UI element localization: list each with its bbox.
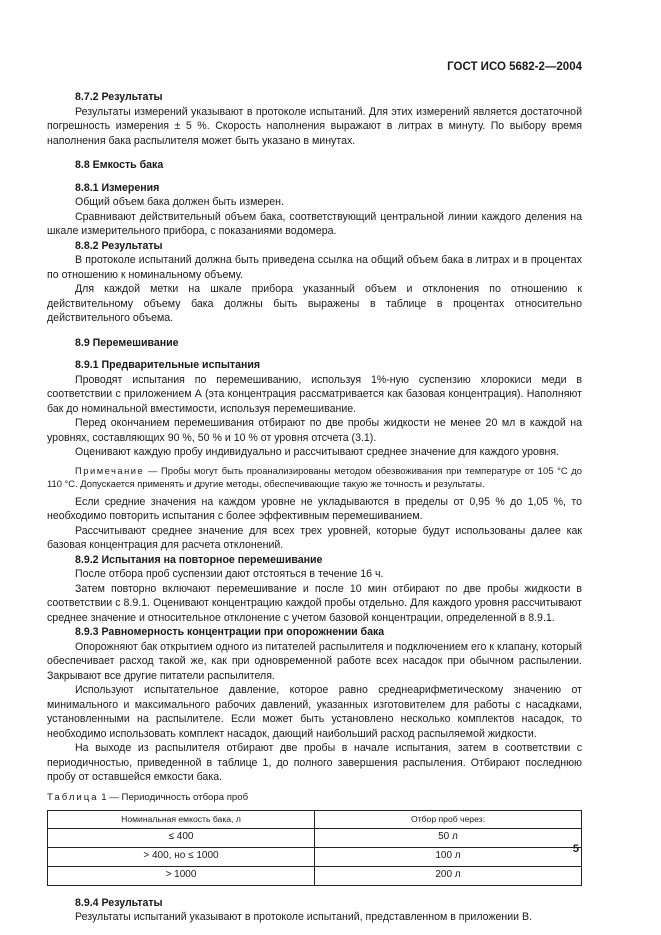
paragraph: Опорожняют бак открытием одного из питателей распылителя и подключением его к клапану, который обеспечивает расход такой же, как при одновременной работе всех насадок при обычном распылении. Закрывают все другие питатели распылителя. — [47, 640, 582, 682]
paragraph: Для каждой метки на шкале прибора указанный объем и отклонения по отношению к действительному объему бака должны быть выражены в таблице в процентах относительно действительного объема. — [47, 283, 582, 324]
paragraph: На выходе из распылителя отбирают две пробы в начале испытания, затем в соответствии с периодичностью, приведенной в таблице 1, до полного завершения распыления. Отбирают последнюю пробу от оставшейся емкости бака. — [47, 742, 582, 783]
note — [47, 464, 582, 491]
paragraph: Если средние значения на каждом уровне не укладываются в пределы от 0,95 % до 1,05 %, то необходимо повторить испытания с более эффективным перемешиванием. — [47, 495, 582, 522]
document-header: ГОСТ ИСО 5682-2—2004 — [447, 61, 582, 73]
table-cell: 50 л — [315, 828, 582, 847]
paragraph: Перед окончанием перемешивания отбирают по две пробы жидкости не менее 20 мл в каждой на уровнях, составляющих 90 %, 50 % и 10 % от уровня отсчета (3.1). — [47, 417, 582, 444]
paragraph: Затем повторно включают перемешивание и после 10 мин отбирают по две пробы жидкости в соответствии с 8.9.1. Оценивают концентрацию каждой пробы отдельно. Для каждого уровня рассчитывают среднее значение и относительное отклонение с учетом базовой концентрации, определенной в 8.9.1. — [47, 582, 582, 624]
paragraph: Оценивают каждую пробу индивидуально и рассчитывают среднее значение для каждого уровня. — [75, 446, 560, 458]
section-heading-8-8-1: 8.8.1 Измерения — [75, 181, 160, 194]
table-row — [48, 866, 582, 885]
paragraph: Проводят испытания по перемешиванию, используя 1%-ную суспензию хлорокиси меди в соответствии с приложением А (эта концентрация рассматривается как базовая концентрация). Наполняют бак до номинальной вместимости, используя перемешивание. — [47, 373, 582, 415]
paragraph: В протоколе испытаний должна быть приведена ссылка на общий объем бака в литрах и в процентах по отношению к номинальному объему. — [47, 254, 582, 281]
section-heading-8-9-3: 8.9.3 Равномерность концентрации при опорожнении бака — [75, 626, 385, 638]
section-heading-8-8-2: 8.8.2 Результаты — [75, 239, 163, 252]
sampling-table — [47, 810, 582, 886]
table-header-row — [48, 811, 582, 829]
document-body — [47, 90, 582, 925]
table-cell: 200 л — [315, 866, 582, 885]
table-caption-label: Таблица — [47, 791, 99, 803]
page-number: 5 — [572, 843, 579, 855]
table-cell: ≤ 400 — [48, 828, 315, 847]
note-text: — Пробы могут быть проанализированы методом обезвоживания при температуре от 105 °С до 110 °С. Допускается применять и другие методы, обеспечивающие такую же точность и результаты. — [47, 464, 582, 489]
table-row — [48, 847, 582, 866]
table-header-cell: Отбор проб через: — [315, 811, 582, 829]
section-heading-8-9: 8.9 Перемешивание — [75, 336, 179, 349]
paragraph: Рассчитывают среднее значение для всех трех уровней, которые будут использованы далее как базовая концентрация для расчета отклонений. — [47, 524, 582, 551]
table-cell: 100 л — [315, 847, 582, 866]
paragraph: Результаты измерений указывают в протоколе испытаний. Для этих измерений является достаточной погрешность измерения ± 5 %. Скорость наполнения выражают в литрах в минуту. По выбору время наполнения бака распылителя может быть указано в минутах. — [47, 105, 582, 147]
section-heading-8-9-1: 8.9.1 Предварительные испытания — [75, 359, 261, 371]
table-header-cell: Номинальная емкость бака, л — [48, 811, 315, 829]
note-label: Примечание — [75, 464, 145, 476]
paragraph: Используют испытательное давление, которое равно среднеарифметическому значению от минимального и максимального рабочих давлений, указанных изготовителем для работы с насадками, установленными на распылителе. Если может быть установлено несколько комплектов насадок, то необходимо использовать комплект насадок, дающий наибольший расход распыляемой жидкости. — [47, 684, 582, 740]
paragraph: После отбора проб суспензии дают отстояться в течение 16 ч. — [75, 568, 384, 580]
section-heading-8-7-2: 8.7.2 Результаты — [75, 91, 163, 103]
paragraph: Общий объем бака должен быть измерен. — [75, 196, 284, 208]
table-row — [48, 828, 582, 847]
table-caption-text: 1 — Периодичность отбора проб — [98, 791, 249, 803]
section-heading-8-8: 8.8 Емкость бака — [75, 159, 164, 171]
paragraph: Результаты испытаний указывают в протоколе испытаний, представленном в приложении В. — [75, 911, 533, 923]
section-heading-8-9-4: 8.9.4 Результаты — [75, 896, 163, 909]
table-cell: > 1000 — [48, 866, 315, 885]
section-heading-8-9-2: 8.9.2 Испытания на повторное перемешивание — [75, 553, 323, 566]
table-caption — [47, 791, 582, 806]
paragraph: Сравнивают действительный объем бака, соответствующий центральной линии каждого деления на шкале измерительного прибора, с показаниями водомера. — [47, 210, 582, 237]
table-cell: > 400, но ≤ 1000 — [48, 847, 315, 866]
